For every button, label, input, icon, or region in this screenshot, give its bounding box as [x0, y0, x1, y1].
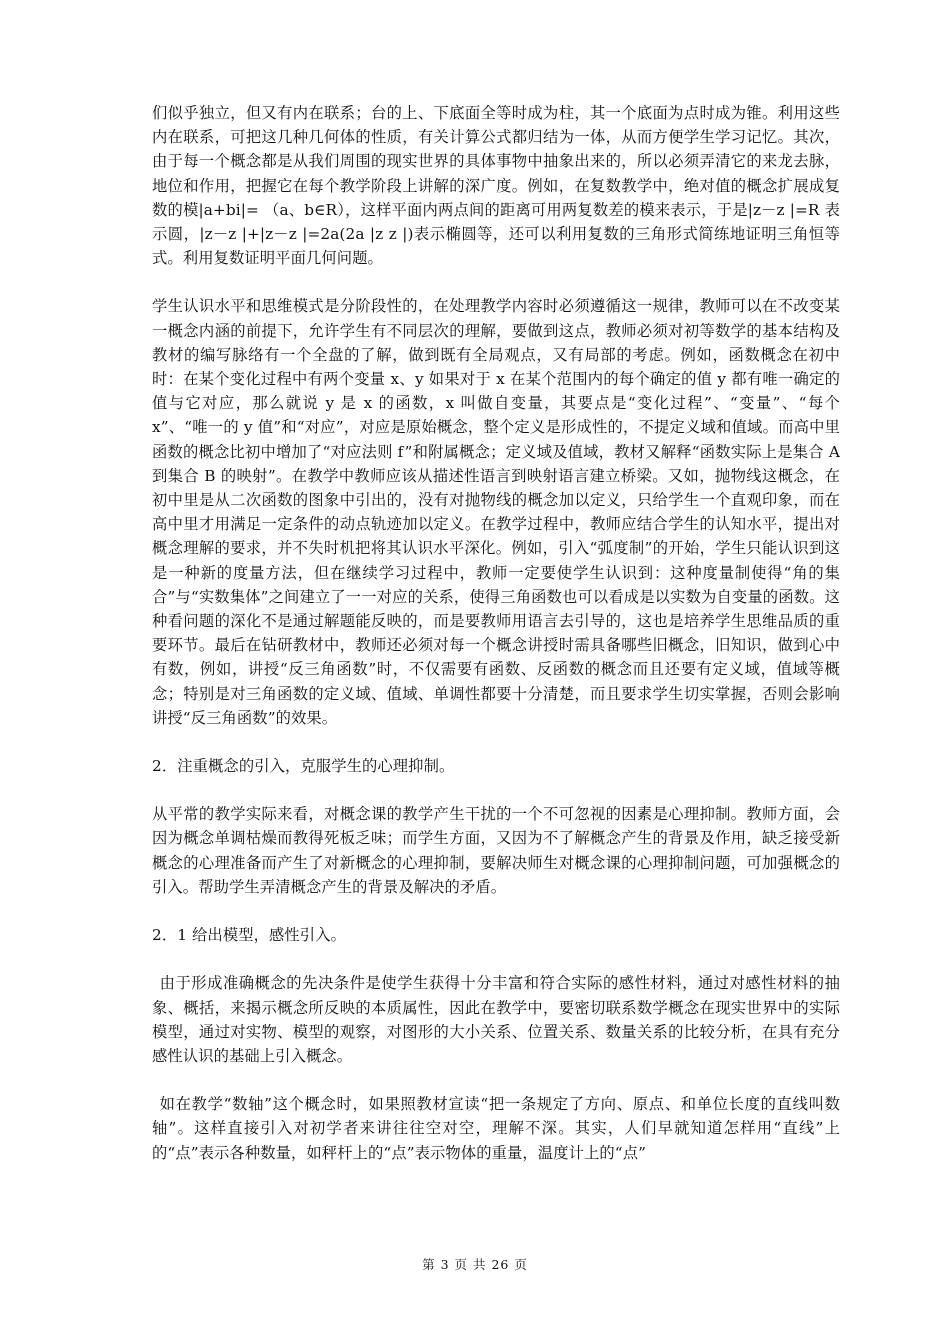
paragraph-gap	[152, 730, 840, 754]
document-body	[152, 101, 840, 1165]
paragraph-psychological-inhibition: 从平常的教学实际来看，对概念课的教学产生干扰的一个不可忽视的因素是心理抑制。教师方面，会因为概念单调枯燥而教得死板乏味；而学生方面，又因为不了解概念产生的背景及作用，缺乏接受新概念的心理准备而产生了对新概念的心理抑制，要解决师生对概念课的心理抑制问题，可加强概念的引入。帮助学生弄清概念产生的背景及解决的矛盾。	[152, 805, 840, 896]
paragraph-gap	[152, 778, 840, 802]
paragraph-number-line-example: 如在教学“数轴”这个概念时，如果照教材宣读“把一条规定了方向、原点、和单位长度的直线叫数轴”。这样直接引入对初学者来讲往往空对空，理解不深。其实，人们早就知道怎样用“直线”上的“点”表示各种数量，如秤杆上的“点”表示物体的重量，温度计上的“点”	[152, 1095, 840, 1162]
paragraph-gap	[152, 947, 840, 971]
paragraph-gap	[152, 1068, 840, 1092]
paragraph-perceptual-materials: 由于形成准确概念的先决条件是使学生获得十分丰富和符合实际的感性材料，通过对感性材料的抽象、概括，来揭示概念所反映的本质属性，因此在教学中，要密切联系数学概念在现实世界中的实际模型，通过对实物、模型的观察，对图形的大小关系、位置关系、数量关系的比较分析，在具有充分感性认识的基础上引入概念。	[152, 974, 840, 1065]
page-footer: 第 3 页 共 26 页	[422, 1257, 528, 1272]
section-heading-concept-introduction: 2．注重概念的引入，克服学生的心理抑制。	[152, 757, 455, 776]
paragraph-complex-modulus: 们似乎独立，但又有内在联系；台的上、下底面全等时成为柱，其一个底面为点时成为锥。利用这些内在联系，可把这几种几何体的性质，有关计算公式都归结为一体，从而方便学生学习记忆。其次，由于每一个概念都是从我们周围的现实世界的具体事物中抽象出来的，所以必须弄清它的来龙去脉，地位和作用，把握它在每个教学阶段上讲解的深广度。例如，在复数教学中，绝对值的概念扩展成复数的模|a+bi|= （a、b∈R），这样平面内两点间的距离可用两复数差的模来表示，于是|z－z |=R 表示圆，|z－z |+|z－z |=2a(2a |z z |)表示椭圆等，还可以利用复数的三角形式简练地证明三角恒等式。利用复数证明平面几何问题。	[152, 104, 840, 268]
paragraph-cognitive-levels: 学生认识水平和思维模式是分阶段性的，在处理教学内容时必须遵循这一规律，教师可以在不改变某一概念内涵的前提下，允许学生有不同层次的理解，要做到这点，教师必须对初等数学的基本结构及教材的编写脉络有一个全盘的了解，做到既有全局观点，又有局部的考虑。例如，函数概念在初中时：在某个变化过程中有两个变量 x、y 如果对于 x 在某个范围内的每个确定的值 y 都有唯一确定的值与它对应，那么就说 y 是 x 的函数，x 叫做自变量，其要点是“变化过程”、“变量”、“每个 x”、“唯一的 y 值”和“对应”，对应是原始概念，整个定义是形成性的，不提定义域和值域。而高中里函数的概念比初中增加了“对应法则 f”和附属概念；定义域及值域，教材又解释“函数实际上是集合 A 到集合 B 的映射”。在教学中教师应该从描述性语言到映射语言建立桥梁。又如，抛物线这概念，在初中里是从二次函数的图象中引出的，没有对抛物线的概念加以定义，只给学生一个直观印象，而在高中里才用满足一定条件的动点轨迹加以定义。在教学过程中，教师应结合学生的认知水平，提出对概念理解的要求，并不失时机把将其认识水平深化。例如，引入“弧度制”的开始，学生只能认识到这是一种新的度量方法，但在继续学习过程中，教师一定要使学生认识到：这种度量制使得“角的集合”与“实数集体”之间建立了一一对应的关系，使得三角函数也可以看成是以实数为自变量的函数。这种看问题的深化不是通过解题能反映的，而是要教师用语言去引导的，这也是培养学生思维品质的重要环节。最后在钻研教材中，教师还必须对每一个概念讲授时需具备哪些旧概念，旧知识，做到心中有数，例如，讲授“反三角函数”时，不仅需要有函数、反函数的概念而且还要有定义域，值域等概念；特别是对三角函数的定义域、值域、单调性都要十分清楚，而且要求学生切实掌握，否则会影响讲授“反三角函数”的效果。	[152, 297, 840, 727]
paragraph-gap	[152, 899, 840, 923]
paragraph-gap	[152, 270, 840, 294]
subsection-heading-model-introduction: 2．1 给出模型，感性引入。	[152, 926, 346, 945]
